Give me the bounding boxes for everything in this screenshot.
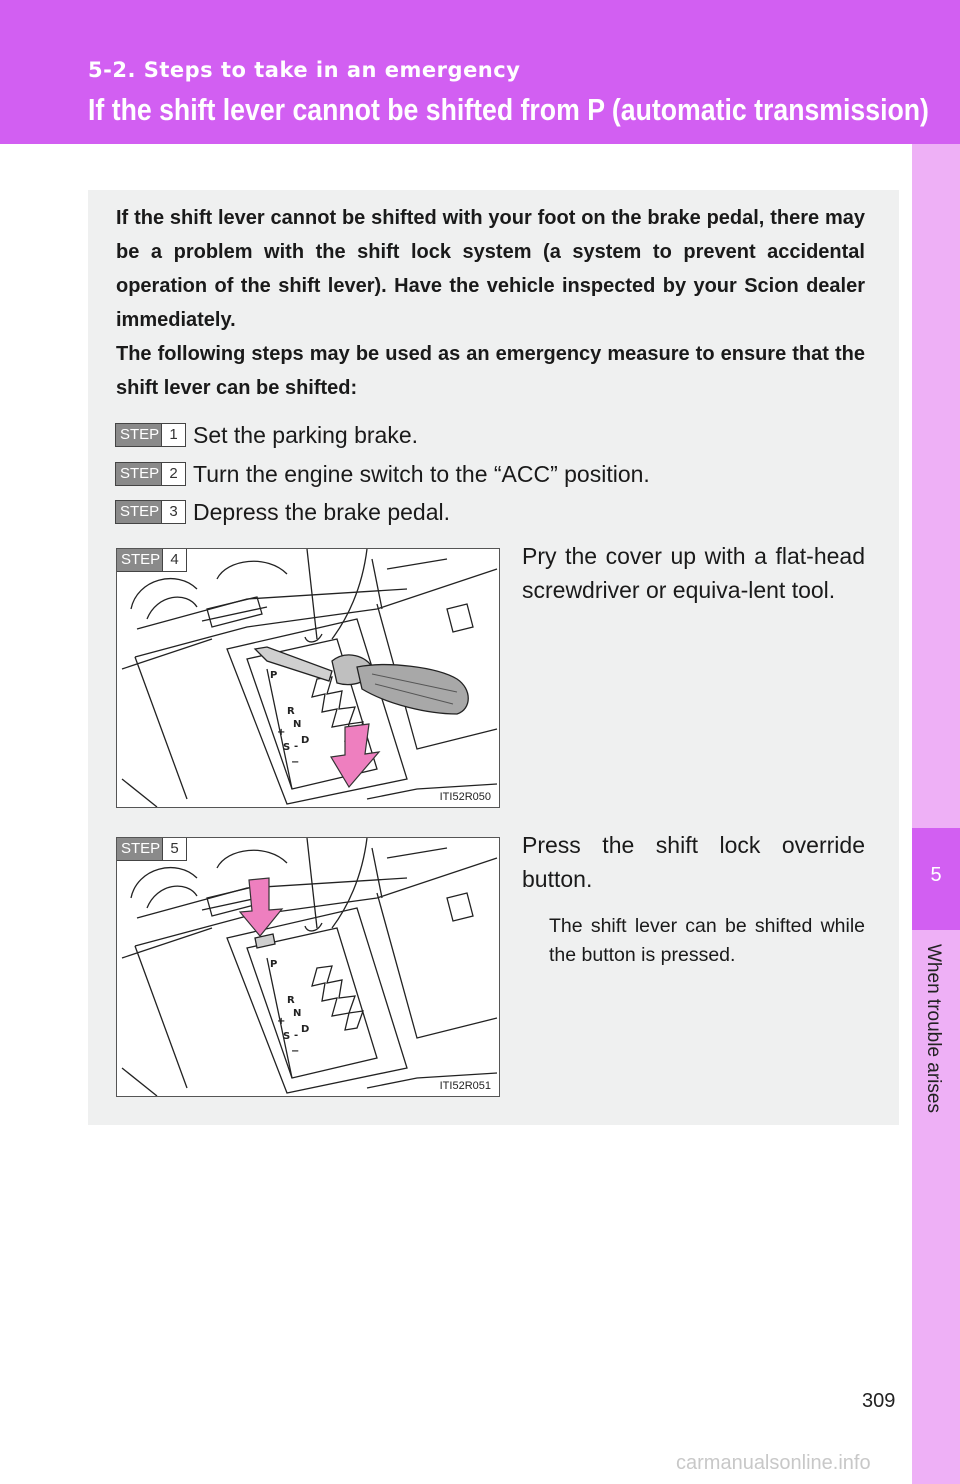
gear-label-minus-lower: − — [291, 757, 300, 768]
step-5-text: Press the shift lock override button. — [522, 832, 865, 892]
gear-label-minus: - — [294, 741, 299, 752]
step-number: 1 — [161, 424, 185, 446]
step-number: 4 — [162, 549, 186, 571]
step-badge — [115, 500, 186, 524]
gear-label-p: P — [270, 670, 278, 681]
step-4-figure — [116, 548, 500, 808]
intro-text — [116, 201, 865, 405]
step-label: STEP — [116, 463, 161, 485]
step-4-text: Pry the cover up with a flat-head screwdriver or equiva-lent tool. — [522, 543, 865, 603]
page-title: If the shift lever cannot be shifted from P (automatic transmission) — [88, 92, 929, 127]
step-1 — [115, 422, 418, 448]
figure-code: ITI52R051 — [439, 1080, 491, 1092]
screwdriver-icon — [255, 647, 468, 714]
step-label: STEP — [116, 424, 161, 446]
step-number: 3 — [161, 501, 185, 523]
gear-label-r: R — [287, 706, 295, 717]
page-number: 309 — [862, 1390, 896, 1412]
step-text: Set the parking brake. — [193, 421, 419, 448]
step-2 — [115, 461, 650, 487]
figure-code: ITI52R050 — [439, 791, 491, 803]
step-label: STEP — [116, 501, 161, 523]
gear-label-plus: + — [277, 727, 286, 738]
gear-label-n: N — [293, 1008, 302, 1019]
step-badge — [115, 462, 186, 486]
chapter-number: 5 — [930, 864, 942, 886]
step-label: STEP — [117, 549, 162, 571]
section-label: 5-2. Steps to take in an emergency — [88, 58, 521, 82]
gear-label-p: P — [270, 959, 278, 970]
step-5-note: The shift lever can be shifted while the button is pressed. — [549, 915, 865, 966]
chapter-title: When trouble arises — [923, 944, 944, 1113]
gear-label-plus: + — [277, 1016, 286, 1027]
intro-paragraph-2: The following steps may be used as an emergency measure to ensure that the shift lever can be shifted: — [116, 343, 865, 399]
gear-label-s: S — [283, 742, 291, 753]
step-text: Depress the brake pedal. — [193, 498, 450, 525]
watermark[interactable]: carmanualsonline.info — [676, 1452, 871, 1474]
step-number: 2 — [161, 463, 185, 485]
step-badge — [115, 423, 186, 447]
step-5-figure — [116, 837, 500, 1097]
step-3 — [115, 499, 450, 525]
gear-label-d: D — [301, 735, 310, 746]
step-number: 5 — [162, 838, 186, 860]
gear-label-s: S — [283, 1031, 291, 1042]
intro-paragraph-1: If the shift lever cannot be shifted with your foot on the brake pedal, there may be a problem with the shift lock system (a system to prevent accidental operation of the shift lever). Have the vehicle inspected by your Scion dealer immediately. — [116, 207, 865, 331]
step-badge — [116, 837, 187, 861]
sidebar-tab — [912, 144, 960, 1484]
gear-label-n: N — [293, 719, 302, 730]
shift-console-illustration — [117, 549, 500, 808]
gear-label-d: D — [301, 1024, 310, 1035]
gear-label-minus-lower: − — [291, 1046, 300, 1057]
gear-label-minus: - — [294, 1030, 299, 1041]
step-badge — [116, 548, 187, 572]
shift-console-illustration — [117, 838, 500, 1097]
step-label: STEP — [117, 838, 162, 860]
gear-label-r: R — [287, 995, 295, 1006]
step-text: Turn the engine switch to the “ACC” position. — [193, 460, 650, 487]
